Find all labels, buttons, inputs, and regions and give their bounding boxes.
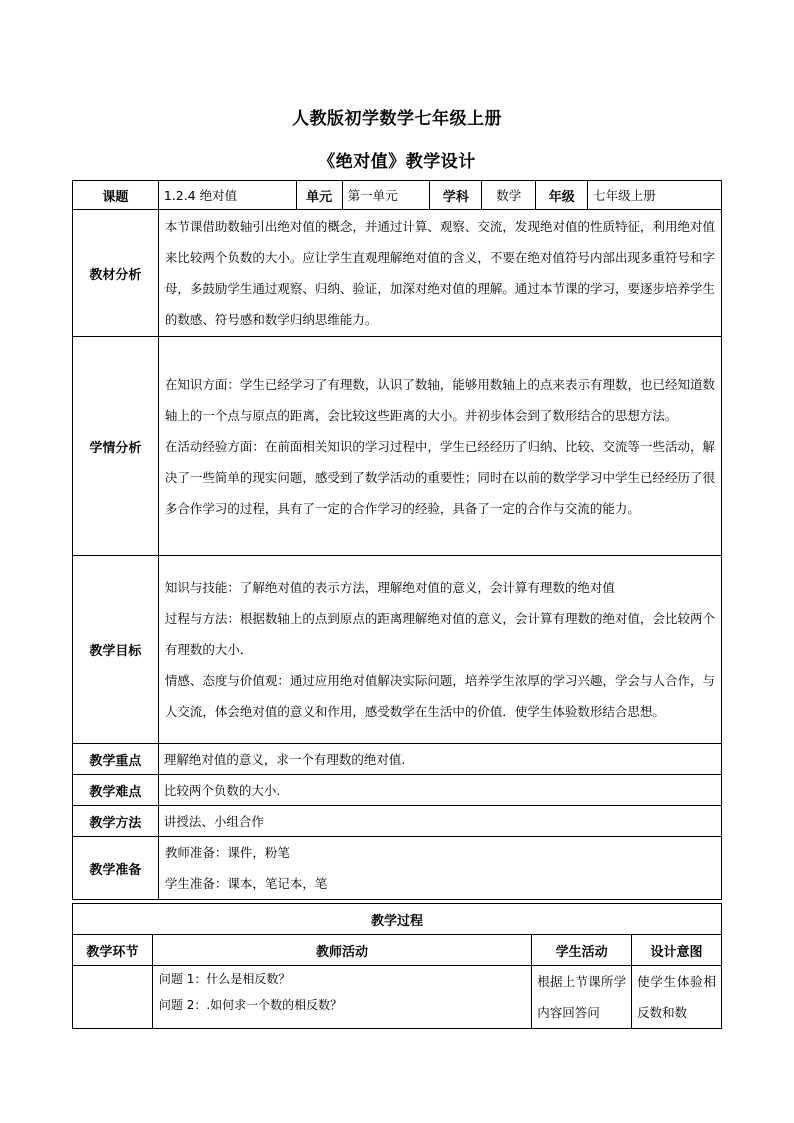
grade-label: 年级 [536, 181, 588, 210]
method-row [73, 806, 722, 837]
grade-value: 七年级上册 [588, 181, 722, 210]
goals-knowledge-text: 知识与技能：了解绝对值的表示方法，理解绝对值的意义，会计算有理数的绝对值 [164, 580, 615, 595]
goals-process-text: 过程与方法：根据数轴上的点到原点的距离理解绝对值的意义，会计算有理数的绝对值，会比较两个有理数的大小． [164, 611, 715, 657]
method-label: 教学方法 [73, 806, 159, 837]
col-teacher-header: 教师活动 [152, 935, 531, 966]
method-text: 讲授法、小组合作 [158, 806, 721, 837]
goals-emotion-text: 情感、态度与价值观：通过应用绝对值解决实际问题，培养学生浓厚的学习兴趣，学会与人合作，与人交流，体会绝对值的意义和作用，感受数学在生活中的价值．使学生体验数形结合思想。 [164, 673, 715, 719]
col-intent-header: 设计意图 [632, 935, 722, 966]
materials-text: 本节课借助数轴引出绝对值的概念，并通过计算、观察、交流，发现绝对值的性质特征，利用绝对值来比较两个负数的大小。应让学生直观理解绝对值的含义，不要在绝对值符号内部出现多重符号和字母，多鼓励学生通过观察、归纳、验证，加深对绝对值的理解。通过本节课的学习，要逐步培养学生的数感、符号感和数学归纳思维能力。 [164, 219, 715, 327]
col-stage-header: 教学环节 [73, 935, 153, 966]
teaching-process-table [72, 903, 722, 1029]
question-2: 问题 2：.如何求一个数的相反数？ [158, 998, 343, 1012]
student-activity-text: 根据上节课所学内容回答问 [537, 974, 627, 1020]
lesson-info-table [72, 180, 722, 900]
subject-value: 数学 [482, 181, 536, 210]
learner-experience-text: 在活动经验方面：在前面相关知识的学习过程中，学生已经经历了归纳、比较、交流等一些活动，解决了一些简单的现实问题，感受到了数学活动的重要性；同时在以前的数学学习中学生已经经历了很多合作学习的过程，具有了一定的合作学习的经验，具备了一定的合作与交流的能力。 [164, 438, 715, 516]
process-header-row [73, 935, 722, 966]
design-intent-text: 使学生体验相反数和数 [637, 974, 716, 1020]
prep-label: 教学准备 [73, 837, 159, 900]
learner-knowledge-text: 在知识方面：学生已经学习了有理数，认识了数轴，能够用数轴上的点来表示有理数，也已经知道数轴上的一个点与原点的距离，会比较这些距离的大小。并初步体会到了数形结合的思想方法。 [164, 376, 715, 423]
stage-cell [73, 966, 153, 1029]
topic-label: 课题 [73, 181, 159, 210]
question-1: 问题 1：什么是相反数？ [158, 972, 291, 986]
document-subtitle: 《绝对值》教学设计 [318, 152, 476, 172]
process-row [73, 966, 722, 1029]
key-label: 教学重点 [73, 744, 159, 775]
goals-label: 教学目标 [73, 556, 159, 744]
prep-student-text: 学生准备：课本，笔记本，笔 [164, 876, 328, 891]
difficult-text: 比较两个负数的大小. [158, 775, 721, 806]
document-title: 人教版初学数学七年级上册 [292, 109, 502, 129]
subject-label: 学科 [430, 181, 482, 210]
learner-row [73, 337, 722, 556]
goals-row [73, 556, 722, 744]
learner-label: 学情分析 [73, 337, 159, 556]
difficult-label: 教学难点 [73, 775, 159, 806]
process-title: 教学过程 [73, 904, 722, 935]
key-row [73, 744, 722, 775]
prep-row [73, 837, 722, 900]
topic-value: 1.2.4 绝对值 [158, 181, 296, 210]
difficult-row [73, 775, 722, 806]
materials-row [73, 210, 722, 337]
prep-teacher-text: 教师准备：课件，粉笔 [164, 845, 290, 860]
process-title-row [73, 904, 722, 935]
materials-label: 教材分析 [73, 210, 159, 337]
unit-label: 单元 [296, 181, 342, 210]
unit-value: 第一单元 [342, 181, 430, 210]
col-student-header: 学生活动 [532, 935, 632, 966]
key-text: 理解绝对值的意义，求一个有理数的绝对值. [158, 744, 721, 775]
topic-row [73, 181, 722, 210]
